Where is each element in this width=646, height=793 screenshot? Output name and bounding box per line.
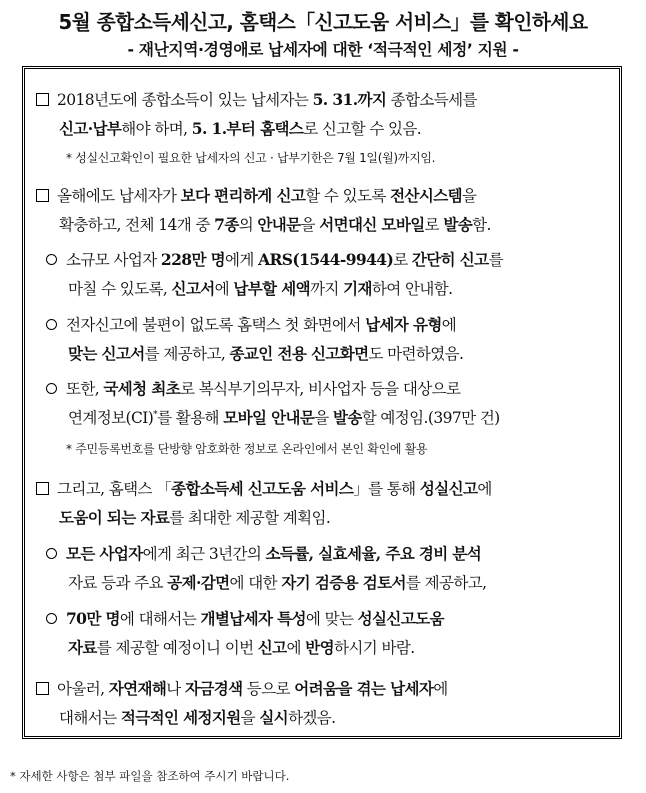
paragraph-3-line-2: 도움이 되는 자료를 최대한 제공할 계획임. xyxy=(59,508,331,527)
paragraph-1-note: * 성실신고확인이 필요한 납세자의 신고 · 납부기한은 7월 1일(월)까지임. xyxy=(66,151,436,165)
page-subtitle: - 재난지역·경영애로 납세자에 대한 ‘적극적인 세정’ 지원 - xyxy=(127,40,519,59)
paragraph-4-line-1: 아울러, 자연재해나 자금경색 등으로 어려움을 겪는 납세자에 xyxy=(36,677,448,699)
paragraph-2-line-2: 확충하고, 전체 14개 중 7종의 안내문을 서면대신 모바일로 발송함. xyxy=(59,215,491,234)
circle-bullet-icon xyxy=(46,383,57,394)
circle-item-3-note: * 주민등록번호를 단방향 암호화한 정보로 온라인에서 본인 확인에 활용 xyxy=(66,442,428,456)
circle-bullet-icon xyxy=(46,319,57,330)
paragraph-1-line-1: 2018년도에 종합소득이 있는 납세자는 5. 31.까지 종합소득세를 xyxy=(36,88,477,110)
circle-item-5-line-2: 자료를 제공할 예정이니 이번 신고에 반영하시기 바람. xyxy=(68,638,415,657)
circle-bullet-icon xyxy=(46,613,57,624)
paragraph-3-line-1: 그리고, 홈택스 「종합소득세 신고도움 서비스」를 통해 성실신고에 xyxy=(36,477,492,499)
circle-item-2-line-1: 전자신고에 불편이 없도록 홈택스 첫 화면에서 납세자 유형에 xyxy=(46,313,456,335)
square-bullet-icon xyxy=(36,682,49,695)
page-title: 5월 종합소득세신고, 홈택스「신고도움 서비스」를 확인하세요 xyxy=(58,10,588,34)
circle-item-1-line-1: 소규모 사업자 228만 명에게 ARS(1544-9944)로 간단히 신고를 xyxy=(46,248,503,270)
circle-item-4-line-2: 자료 등과 주요 공제·감면에 대한 자기 검증용 검토서를 제공하고, xyxy=(68,573,487,592)
paragraph-2-line-1: 올해에도 납세자가 보다 편리하게 신고할 수 있도록 전산시스템을 xyxy=(36,184,476,206)
paragraph-1-line-2: 신고·납부해야 하며, 5. 1.부터 홈택스로 신고할 수 있음. xyxy=(59,119,422,138)
square-bullet-icon xyxy=(36,482,49,495)
circle-item-4-line-1: 모든 사업자에게 최근 3년간의 소득률, 실효세율, 주요 경비 분석 xyxy=(46,542,481,564)
footer-note: * 자세한 사항은 첨부 파일을 참조하여 주시기 바랍니다. xyxy=(10,769,290,783)
paragraph-4-line-2: 대해서는 적극적인 세정지원을 실시하겠음. xyxy=(59,708,336,727)
circle-item-3-line-1: 또한, 국세청 최초로 복식부기의무자, 비사업자 등을 대상으로 xyxy=(46,377,460,399)
circle-item-1-line-2: 마칠 수 있도록, 신고서에 납부할 세액까지 기재하여 안내함. xyxy=(68,279,453,298)
circle-item-2-line-2: 맞는 신고서를 제공하고, 종교인 전용 신고화면도 마련하였음. xyxy=(68,344,464,363)
square-bullet-icon xyxy=(36,93,49,106)
circle-item-3-line-2: 연계정보(CI)*를 활용해 모바일 안내문을 발송할 예정임.(397만 건) xyxy=(68,408,500,427)
circle-bullet-icon xyxy=(46,254,57,265)
circle-bullet-icon xyxy=(46,548,57,559)
circle-item-5-line-1: 70만 명에 대해서는 개별납세자 특성에 맞는 성실신고도움 xyxy=(46,607,444,629)
square-bullet-icon xyxy=(36,189,49,202)
